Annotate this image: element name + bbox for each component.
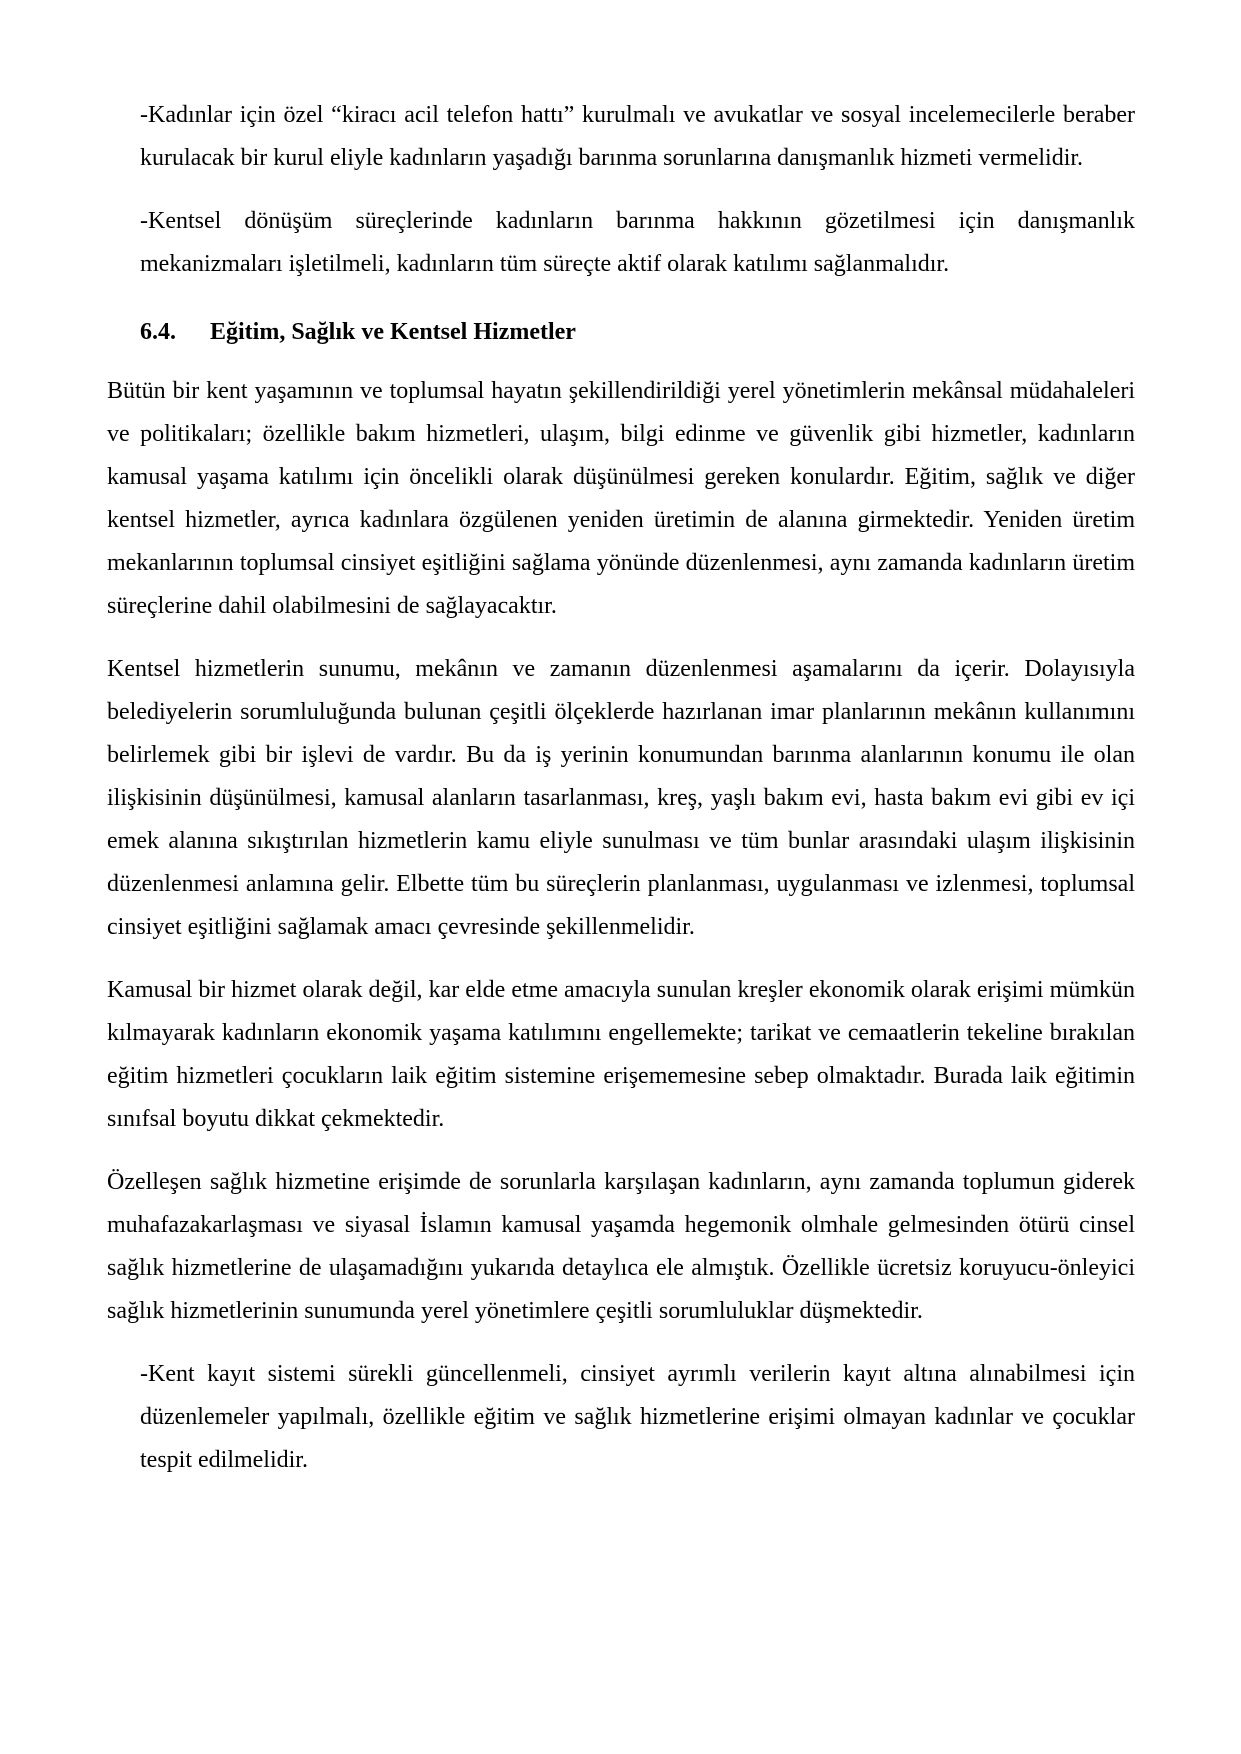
section-number: 6.4.: [140, 319, 176, 345]
body-paragraph-public-service: Kamusal bir hizmet olarak değil, kar elde etme amacıyla sunulan kreşler ekonomik olarak erişimi mümkün kılmayarak kadınların ekonomik yaşama katılımını engellemekte; tarikat ve cemaatlerin tekeline bırakılan eğitim hizmetleri çocukların laik eğitim sistemine erişememesine sebep olmaktadır. Burada laik eğitimin sınıfsal boyutu dikkat çekmektedir.: [107, 977, 1135, 1132]
section-title: Eğitim, Sağlık ve Kentsel Hizmetler: [210, 319, 576, 345]
bullet-paragraph-city-registry: -Kent kayıt sistemi sürekli güncellenmeli, cinsiyet ayrımlı verilerin kayıt altına alınabilmesi için düzenlemeler yapılmalı, özellikle eğitim ve sağlık hizmetlerine erişimi olmayan kadınlar ve çocuklar tespit edilmelidir.: [140, 1361, 1135, 1473]
section-heading: [140, 311, 1135, 354]
body-paragraph-health-services: Özelleşen sağlık hizmetine erişimde de sorunlarla karşılaşan kadınların, aynı zamanda toplumun giderek muhafazakarlaşması ve siyasal İslamın kamusal yaşamda hegemonik olmhale gelmesinden ötürü cinsel sağlık hizmetlerine de ulaşamadığını yukarıda detaylıca ele almıştık. Özellikle ücretsiz koruyucu-önleyici sağlık hizmetlerinin sunumunda yerel yönetimlere çeşitli sorumluluklar düşmektedir.: [107, 1169, 1135, 1324]
bullet-paragraph-urban-transformation: -Kentsel dönüşüm süreçlerinde kadınların barınma hakkının gözetilmesi için danışmanlık mekanizmaları işletilmeli, kadınların tüm süreçte aktif olarak katılımı sağlanmalıdır.: [140, 208, 1135, 277]
body-paragraph-urban-life: Bütün bir kent yaşamının ve toplumsal hayatın şekillendirildiği yerel yönetimlerin mekânsal müdahaleleri ve politikaları; özellikle bakım hizmetleri, ulaşım, bilgi edinme ve güvenlik gibi hizmetler, kadınların kamusal yaşama katılımı için öncelikli olarak düşünülmesi gereken konulardır. Eğitim, sağlık ve diğer kentsel hizmetler, ayrıca kadınlara özgülenen yeniden üretimin de alanına girmektedir. Yeniden üretim mekanlarının toplumsal cinsiyet eşitliğini sağlama yönünde düzenlenmesi, aynı zamanda kadınların üretim süreçlerine dahil olabilmesini de sağlayacaktır.: [107, 378, 1135, 619]
bullet-paragraph-tenant-hotline: -Kadınlar için özel “kiracı acil telefon hattı” kurulmalı ve avukatlar ve sosyal incelemecilerle beraber kurulacak bir kurul eliyle kadınların yaşadığı barınma sorunlarına danışmanlık hizmeti vermelidir.: [140, 102, 1135, 171]
body-paragraph-urban-services: Kentsel hizmetlerin sunumu, mekânın ve zamanın düzenlenmesi aşamalarını da içerir. Dolayısıyla belediyelerin sorumluluğunda bulunan çeşitli ölçeklerde hazırlanan imar planlarının mekânın kullanımını belirlemek gibi bir işlevi de vardır. Bu da iş yerinin konumundan barınma alanlarının konumu ile olan ilişkisinin düşünülmesi, kamusal alanların tasarlanması, kreş, yaşlı bakım evi, hasta bakım evi gibi ev içi emek alanına sıkıştırılan hizmetlerin kamu eliyle sunulması ve tüm bunlar arasındaki ulaşım ilişkisinin düzenlenmesi anlamına gelir. Elbette tüm bu süreçlerin planlanması, uygulanması ve izlenmesi, toplumsal cinsiyet eşitliğini sağlamak amacı çevresinde şekillenmelidir.: [107, 656, 1135, 940]
